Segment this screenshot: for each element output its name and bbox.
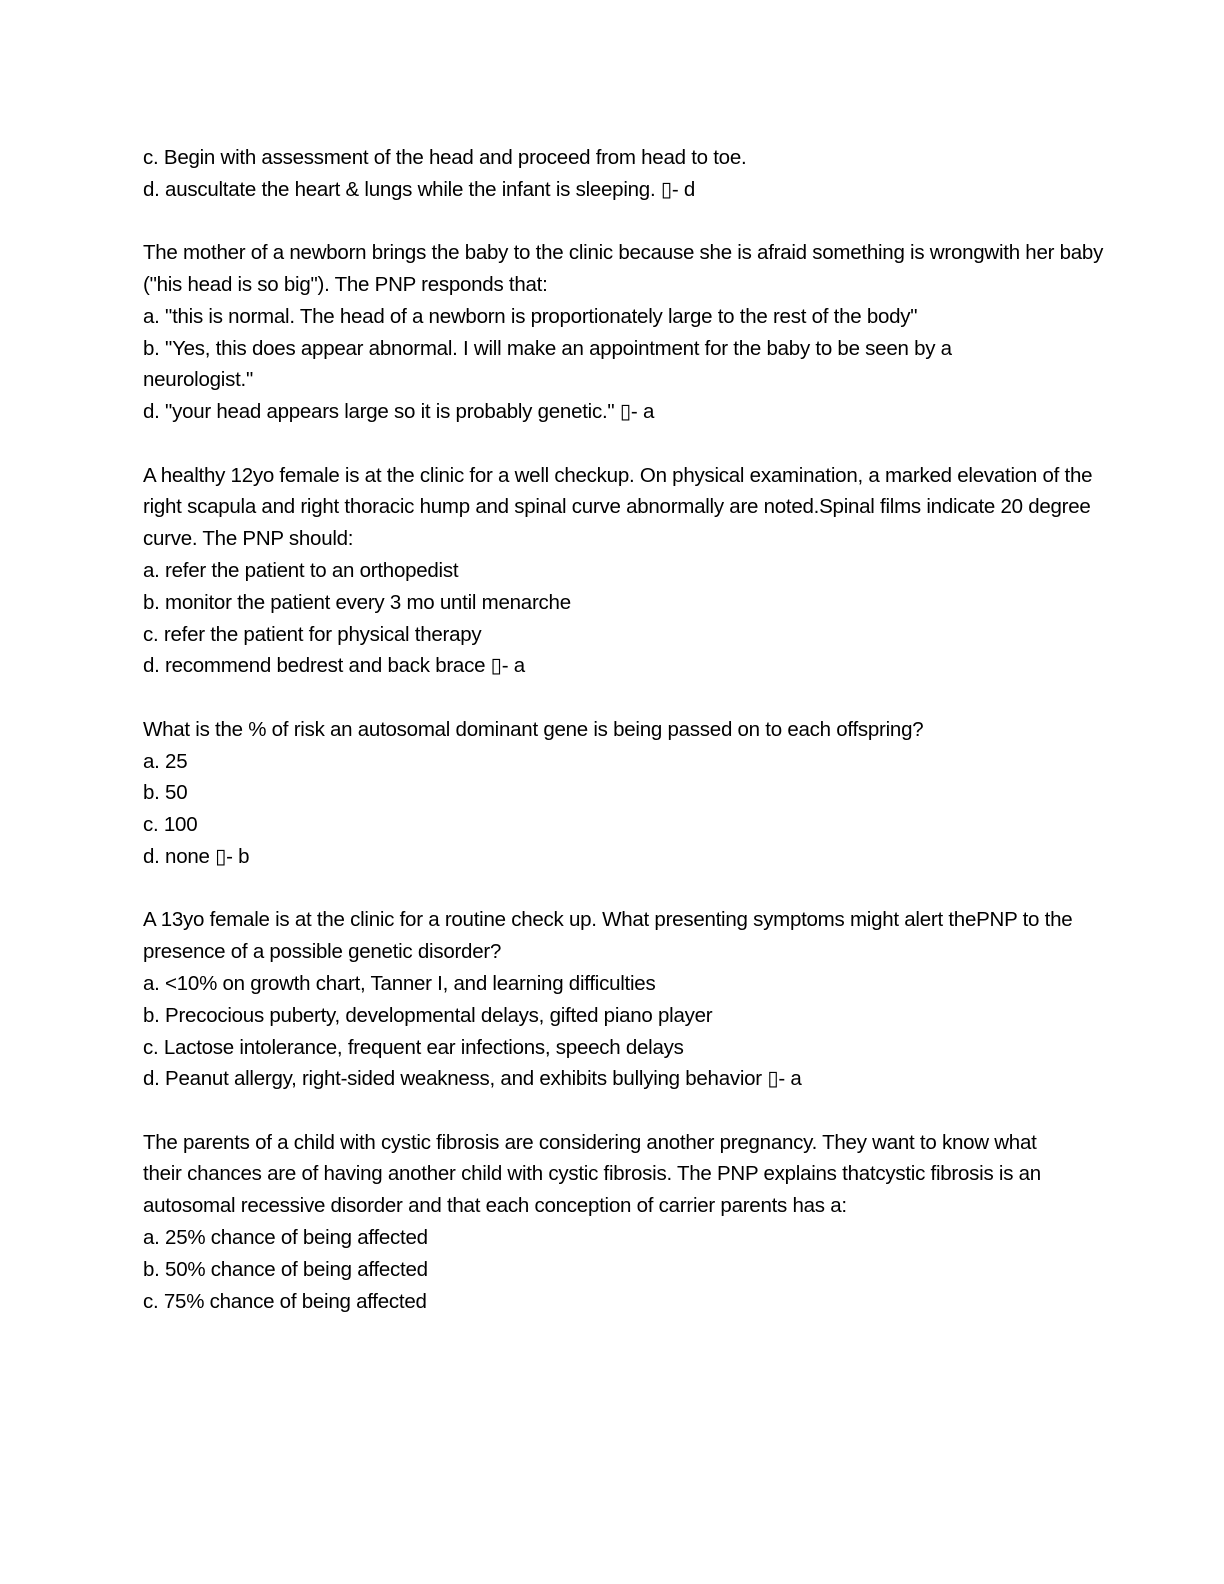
paragraph-gap — [143, 1095, 1093, 1127]
answer-option: c. 75% chance of being affected — [143, 1289, 427, 1313]
answer-option: d. "your head appears large so it is probably genetic." ▯- a — [143, 400, 655, 424]
answer-option: c. 100 — [143, 813, 198, 837]
question-text: right scapula and right thoracic hump and spinal curve abnormally are noted.Spinal films indicate 20 degree — [143, 495, 1091, 519]
question-text: curve. The PNP should: — [143, 527, 354, 551]
answer-option: b. monitor the patient every 3 mo until menarche — [143, 590, 571, 614]
answer-option: a. 25% chance of being affected — [143, 1226, 428, 1250]
paragraph-gap — [143, 206, 1093, 238]
question-block — [143, 460, 1093, 683]
question-text: ("his head is so big"). The PNP responds that: — [143, 272, 548, 296]
question-text: A healthy 12yo female is at the clinic for a well checkup. On physical examination, a marked elevation of the — [143, 463, 1093, 487]
paragraph-gap — [143, 873, 1093, 905]
question-block — [143, 237, 1104, 428]
answer-option: b. 50 — [143, 781, 188, 805]
answer-option: c. refer the patient for physical therapy — [143, 622, 482, 646]
answer-option: c. Lactose intolerance, frequent ear infections, speech delays — [143, 1035, 684, 1059]
question-block — [143, 714, 1093, 873]
answer-option: d. auscultate the heart & lungs while the infant is sleeping. ▯- d — [143, 177, 696, 201]
answer-option: neurologist." — [143, 368, 254, 392]
answer-option: d. recommend bedrest and back brace ▯- a — [143, 654, 525, 678]
question-text: their chances are of having another child with cystic fibrosis. The PNP explains thatcystic fibrosis is an — [143, 1162, 1041, 1186]
question-text: autosomal recessive disorder and that each conception of carrier parents has a: — [143, 1194, 847, 1218]
answer-option: d. Peanut allergy, right-sided weakness, and exhibits bullying behavior ▯- a — [143, 1067, 802, 1091]
paragraph-gap — [143, 428, 1093, 460]
question-text: A 13yo female is at the clinic for a routine check up. What presenting symptoms might alert thePNP to the — [143, 908, 1073, 932]
answer-option: a. <10% on growth chart, Tanner I, and learning difficulties — [143, 971, 656, 995]
question-block — [143, 1127, 1093, 1318]
answer-option: b. 50% chance of being affected — [143, 1257, 428, 1281]
question-block — [143, 904, 1093, 1095]
answer-option: a. refer the patient to an orthopedist — [143, 558, 459, 582]
question-text: presence of a possible genetic disorder? — [143, 940, 502, 964]
question-text: What is the % of risk an autosomal dominant gene is being passed on to each offspring? — [143, 717, 924, 741]
answer-option: b. Precocious puberty, developmental delays, gifted piano player — [143, 1003, 713, 1027]
answer-option: a. "this is normal. The head of a newborn is proportionately large to the rest of the body" — [143, 304, 918, 328]
answer-option: b. "Yes, this does appear abnormal. I will make an appointment for the baby to be seen by a — [143, 336, 952, 360]
answer-option: a. 25 — [143, 749, 188, 773]
question-text: The mother of a newborn brings the baby to the clinic because she is afraid something is wrongwith her baby — [143, 241, 1104, 265]
answer-option: d. none ▯- b — [143, 844, 250, 868]
answer-option: c. Begin with assessment of the head and proceed from head to toe. — [143, 146, 747, 169]
question-block — [143, 142, 1093, 206]
document-page — [143, 142, 1104, 1317]
paragraph-gap — [143, 682, 1093, 714]
question-text: The parents of a child with cystic fibrosis are considering another pregnancy. They want to know what — [143, 1130, 1037, 1154]
